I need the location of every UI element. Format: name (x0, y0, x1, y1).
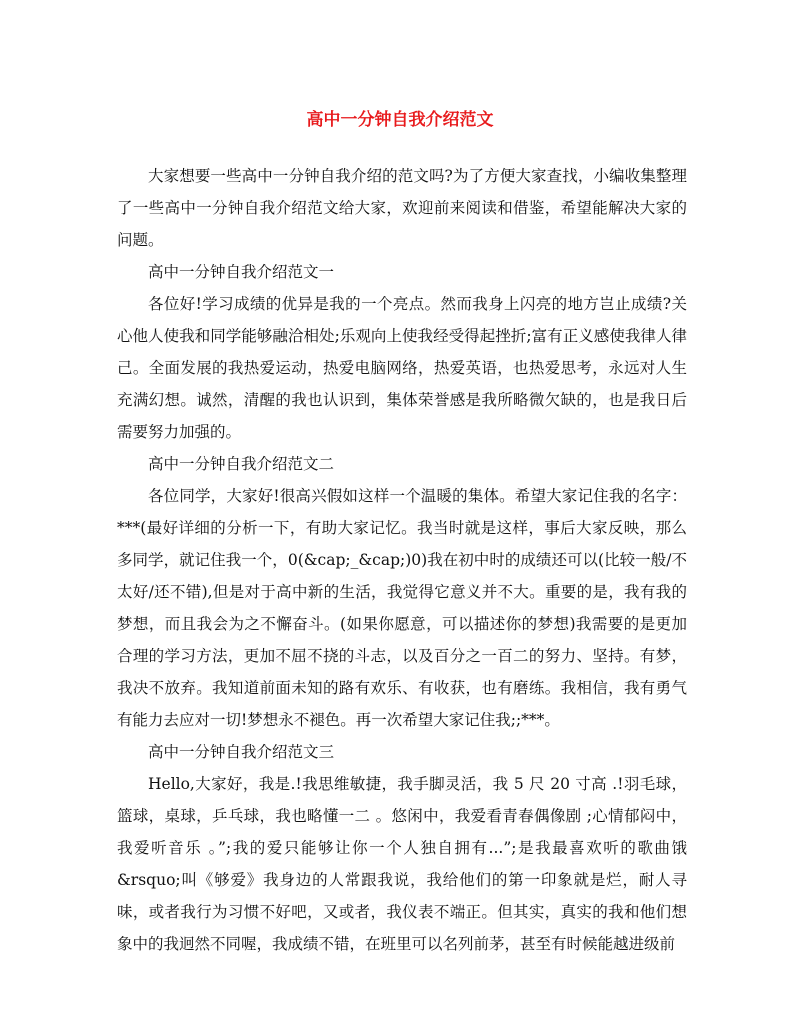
section-heading-1: 高中一分钟自我介绍范文一 (148, 263, 335, 281)
document-body (117, 160, 687, 960)
section-heading-2: 高中一分钟自我介绍范文二 (148, 455, 335, 473)
intro-paragraph: 大家想要一些高中一分钟自我介绍的范文吗?为了方便大家查找，小编收集整理了一些高中一分钟自我介绍范文给大家，欢迎前来阅读和借鉴，希望能解决大家的问题。 (117, 167, 687, 249)
section-paragraph-1: 各位好!学习成绩的优异是我的一个亮点。然而我身上闪亮的地方岂止成绩?关心他人使我和同学能够融洽相处;乐观向上使我经受得起挫折;富有正义感使我律人律己。全面发展的我热爱运动，热爱电脑网络，热爱英语，也热爱思考，永远对人生充满幻想。诚然，清醒的我也认识到，集体荣誉感是我所略微欠缺的，也是我日后需要努力加强的。 (117, 295, 687, 441)
document-title: 高中一分钟自我介绍范文 (306, 110, 494, 130)
section-heading-3: 高中一分钟自我介绍范文三 (148, 743, 335, 761)
section-paragraph-2: 各位同学，大家好!很高兴假如这样一个温暖的集体。希望大家记住我的名字：***(最好详细的分析一下，有助大家记忆。我当时就是这样，事后大家反映，那么多同学，就记住我一个，0(&cap;_&cap;)0)我在初中时的成绩还可以(比较一般/不太好/还不错),但是对于高中新的生活，我觉得它意义并不大。重要的是，我有我的梦想，而且我会为之不懈奋斗。(如果你愿意，可以描述你的梦想)我需要的是更加合理的学习方法，更加不屈不挠的斗志，以及百分之一百二的努力、坚持。有梦，我决不放弃。我知道前面未知的路有欢乐、有收获，也有磨练。我相信，我有勇气有能力去应对一切!梦想永不褪色。再一次希望大家记住我;;***。 (117, 487, 687, 729)
section-paragraph-3: Hello,大家好，我是.!我思维敏捷，我手脚灵活，我 5 尺 20 寸高 .!羽毛球，篮球，桌球，乒乓球，我也略懂一二 。悠闲中，我爱看青春偶像剧 ;心情郁闷中，我爱听音乐 。”;我的爱只能够让你一个人独自拥有...”;是我最喜欢听的歌曲饿 &rsquo;叫《够爱》我身边的人常跟我说，我给他们的第一印象就是烂，耐人寻味，或者我行为习惯不好吧，又或者，我仪表不端正。但其实，真实的我和他们想象中的我迥然不同喔，我成绩不错，在班里可以名列前茅，甚至有时候能越进级前 (117, 775, 687, 953)
